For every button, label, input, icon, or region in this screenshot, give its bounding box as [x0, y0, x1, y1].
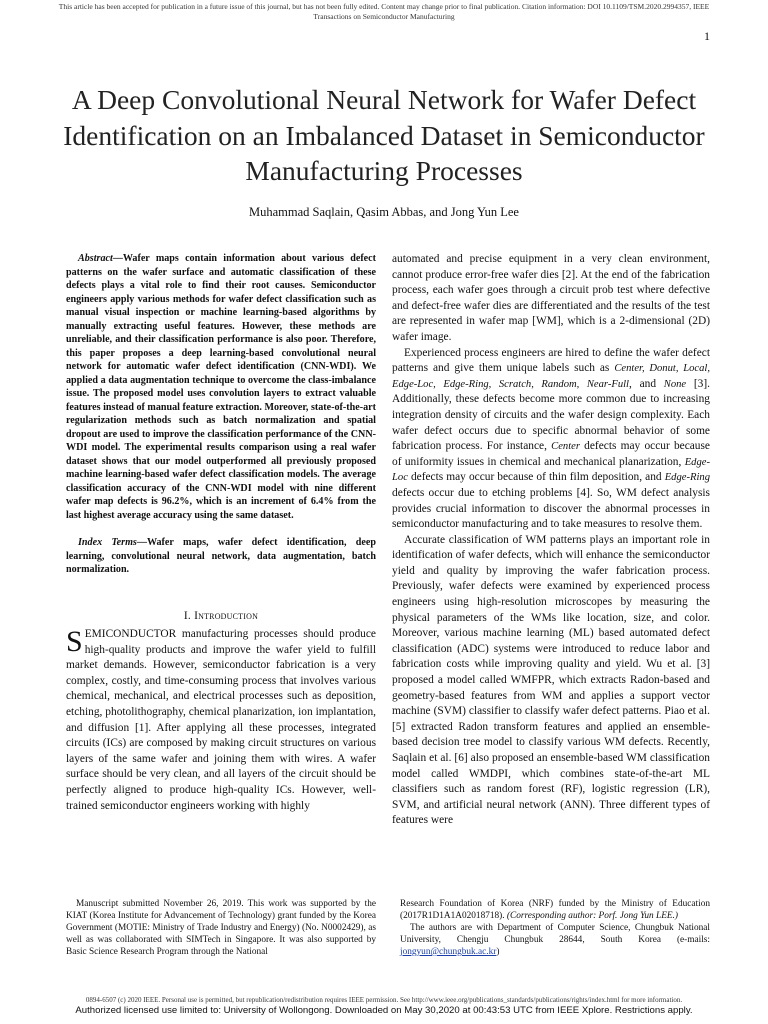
footnote-left: [66, 898, 376, 958]
abstract-label: Abstract: [78, 253, 113, 264]
defect-label-center: Center: [551, 441, 580, 453]
index-terms-label: Index Terms: [78, 537, 137, 548]
section-heading: [66, 609, 376, 625]
drop-cap: S: [66, 625, 83, 659]
left-column: [66, 252, 376, 814]
body-paragraph-1: automated and precise equipment in a very clean environment, cannot produce error-free wafer dies [2]. At the end of the fabrication process, each wafer goes through a circuit prob test where defective and defect-free wafer dies are differentiated and the results of the test are represented in wafer map [WM], which is a 2-dimensional (2D) wafer image.: [392, 253, 710, 343]
footnote-right: [400, 898, 710, 958]
p2-text-c: defects may occur because of uniformity issues in chemical and mechanical planarization,: [392, 440, 710, 468]
footnote-affiliation-text: The authors are with Department of Computer Science, Chungbuk National University, Chengju Chungbuk 28644, South Korea (e-mails:: [400, 923, 710, 945]
p2-and: , and: [629, 377, 664, 390]
p2-text-e: defects occur due to etching problems [4]. So, WM defect analysis provides crucial information to discover the abnormal processes in semiconductor manufacturing and to take measures to resolve them.: [392, 486, 710, 531]
intro-text: manufacturing processes should produce high-quality products and improve the wafer yield to fulfill market demands. However, semiconductor fabrication is a very complex, costly, and time-consuming process that involves various chemical, mechanical, and electrical processes such as deposition, etching, photolithography, chemical planarization, ion implantation, and diffusion [1]. After applying all these processes, integrated circuits (ICs) are composed by making circuit structures on various layers of the same wafer and joining them with wires. A wafer surface should be very clean, and all layers of the circuit should be perfectly aligned to produce high-quality ICs. However, well-trained semiconductor engineers working with highly: [66, 628, 376, 812]
email-link[interactable]: jongyun@chungbuk.ac.kr: [400, 947, 497, 957]
abstract: [66, 252, 376, 522]
defect-labels: Center, Donut, Local, Edge-Loc, Edge-Ring, Scratch, Random, Near-Full: [392, 363, 710, 390]
intro-lead-word: EMICONDUCTOR: [84, 628, 177, 641]
footnote-funding: [400, 898, 710, 922]
right-column: [392, 252, 710, 829]
footnote-affiliation: [400, 922, 710, 958]
footnote-funding-text: Research Foundation of Korea (NRF) funded by the Ministry of Education (2017R1D1A1A02018718).: [400, 899, 710, 921]
license-notice: Authorized licensed use limited to: University of Wollongong. Downloaded on May 30,2020 at 00:43:53 UTC from IEEE Xplore. Restrictions apply.: [75, 1005, 693, 1016]
index-terms: [66, 536, 376, 577]
p2-text-b: [3]. Additionally, these defects become more common due to increasing integration density of circuits and the wafer design complexity. Each wafer defect occurs due to specific abnormal behavior of some fabrication process. For instance,: [392, 377, 710, 453]
p2-text-a: Experienced process engineers are hired to define the wafer defect patterns and give them unique labels such as: [392, 346, 710, 375]
footnote-manuscript: Manuscript submitted November 26, 2019. This work was supported by the KIAT (Korea Institute for Advancement of Technology) grant funded by the Korea Government (MOTIE: Ministry of Trade Industry and Energy) (No. N0002429), as well as was collaborated with SIMTech in Singapore. It was also supported by Basic Science Research Program through the National: [66, 899, 376, 957]
defect-label-none: None: [663, 378, 687, 390]
paper-title: A Deep Convolutional Neural Network for Wafer Defect Identification on an Imbalanced Dataset in Semiconductor Manufacturing Processes: [63, 84, 705, 186]
footnote-close-paren: ): [496, 947, 500, 957]
header-journal-line: Transactions on Semiconductor Manufacturing: [313, 12, 455, 21]
corresponding-author: (Corresponding author: Porf. Jong Yun LEE.): [506, 911, 678, 921]
copyright-notice: 0894-6507 (c) 2020 IEEE. Personal use is permitted, but republication/redistribution requires IEEE permission. See http://www.ieee.org/publications_standards/publications/rights/index.html for more information.: [85, 996, 683, 1004]
body-paragraph-3: Accurate classification of WM patterns plays an important role in identification of wafer defects, which will enhance the semiconductor yield and quality by improving the wafer fabrication process. Previously, wafer defects were examined by experienced process engineers using high-resolution microscopes by measuring the physical parameters of the WMs like location, size, and color. Moreover, various machine learning (ML) based automated defect classification (ADC) systems were introduced to reduce labor and fabrication costs while improving quality and yield. Wu et al. [3] proposed a model called WMFPR, which extracts Radon-based and geometry-based features from WM and applies a support vector machine (SVM) classifier to classify wafer defect patterns. Piao et al. [5] extracted Radon transform features and applied an ensemble-based decision tree model to classify various WM defects. Recently, Saqlain et al. [6] also proposed an ensemble-based WM classification model called WMDPI, which combines state-of-the-art ML classifiers such as random forest (RF), logistic regression (LR), SVM, and artificial neural network (ANN). Three different types of features were: [392, 533, 710, 827]
page-number: 1: [704, 29, 710, 43]
header-citation-line: This article has been accepted for publication in a future issue of this journal, but has not been fully edited. Content may change prior to final publication. Citation information: DOI 10.1109/TSM.2020.2994357, IEEE: [58, 2, 710, 11]
index-terms-text: —Wafer maps, wafer defect identification, deep learning, convolutional neural network, data augmentation, batch normalization.: [66, 537, 376, 575]
section-number: I.: [183, 609, 191, 622]
p2-text-d: defects may occur because of thin film deposition, and: [407, 471, 665, 484]
intro-paragraph: [66, 627, 376, 814]
body-paragraph-2: [392, 346, 710, 533]
defect-label-edgeloc: Edge-Loc: [392, 456, 710, 484]
journal-header: [0, 2, 768, 22]
defect-label-edgering: Edge-Ring: [664, 472, 710, 484]
section-title: Introduction: [194, 609, 259, 622]
abstract-text: —Wafer maps contain information about various defect patterns on the wafer surface and automatic classification of these defects plays a vital role to find their root causes. Semiconductor engineers apply various methods for wafer defect classification such as manual visual inspection or machine learning-based algorithms by manually extracting useful features. However, these methods are unreliable, and their classification performance is also poor. Therefore, this paper proposes a deep learning-based convolutional neural network for automatic wafer defect identification (CNN-WDI). We applied a data augmentation technique to overcome the class-imbalance issue. The proposed model uses convolution layers to extract valuable features instead of manual feature extraction. Moreover, state-of-the-art regularization methods such as batch normalization and spatial dropout are used to improve the classification performance of the CNN-WDI model. The experimental results comparison using a real wafer dataset shows that our model outperformed all previously proposed machine learning-based wafer defect classification models. The average classification accuracy of the CNN-WDI model with nine different wafer map defects is 96.2%, which is an increment of 6.4% from the last highest average accuracy using the same dataset.: [66, 253, 376, 521]
paper-authors: Muhammad Saqlain, Qasim Abbas, and Jong Yun Lee: [249, 205, 519, 219]
